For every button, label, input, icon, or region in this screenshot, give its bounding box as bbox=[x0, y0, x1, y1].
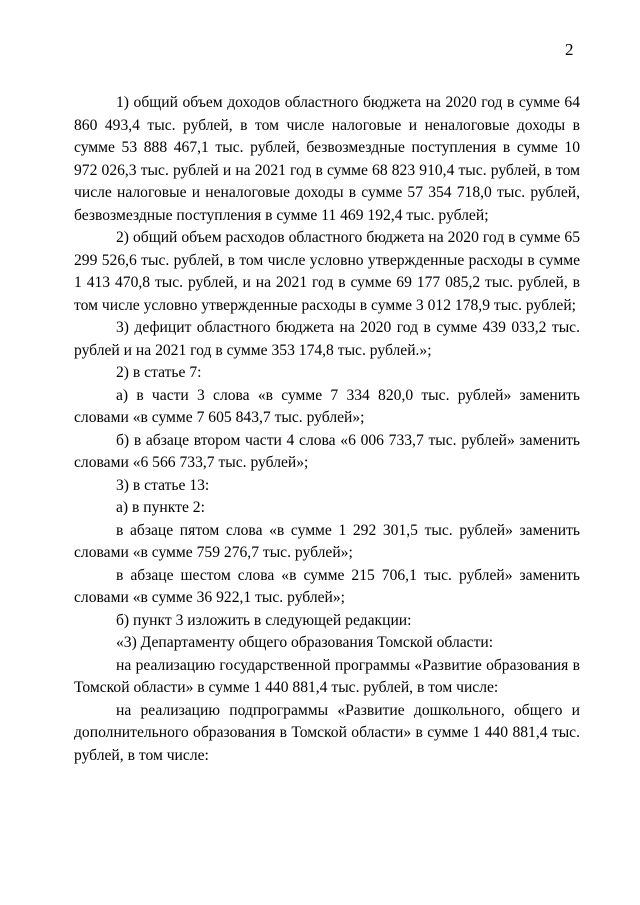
document-body bbox=[74, 92, 580, 767]
paragraph: на реализацию подпрограммы «Развитие дошкольного, общего и дополнительного образования в Томской области» в сумме 1 440 881,4 тыс. рублей, в том числе: bbox=[74, 701, 580, 764]
paragraph: 3) в статье 13: bbox=[116, 476, 210, 494]
paragraph: в абзаце шестом слова «в сумме 215 706,1 тыс. рублей» заменить словами «в сумме 36 922,1 тыс. рублей»; bbox=[74, 566, 580, 606]
paragraph: б) пункт 3 изложить в следующей редакции: bbox=[116, 611, 412, 629]
paragraph: а) в пункте 2: bbox=[116, 499, 205, 516]
paragraph: а) в части 3 слова «в сумме 7 334 820,0 тыс. рублей» заменить словами «в сумме 7 605 843,7 тыс. рублей»; bbox=[74, 386, 580, 426]
paragraph: 2) общий объем расходов областного бюджета на 2020 год в сумме 65 299 526,6 тыс. рублей, в том числе условно утвержденные расходы в сумме 1 413 470,8 тыс. рублей, и на 2021 год в сумме 69 177 085,2 тыс. рублей, в том числе условно утвержденные расходы в сумме 3 012 178,9 тыс. рублей; bbox=[74, 229, 580, 314]
paragraph: 1) общий объем доходов областного бюджета на 2020 год в сумме 64 860 493,4 тыс. рублей, в том числе налоговые и неналоговые доходы в сумме 53 888 467,1 тыс. рублей, безвозмездные поступления в сумме 10 972 026,3 тыс. рублей и на 2021 год в сумме 68 823 910,4 тыс. рублей, в том числе налоговые и неналоговые доходы в сумме 57 354 718,0 тыс. рублей, безвозмездные поступления в сумме 11 469 192,4 тыс. рублей; bbox=[74, 94, 580, 224]
paragraph: на реализацию государственной программы «Развитие образования в Томской области» в сумме 1 440 881,4 тыс. рублей, в том числе: bbox=[74, 656, 580, 696]
paragraph: в абзаце пятом слова «в сумме 1 292 301,5 тыс. рублей» заменить словами «в сумме 759 276,7 тыс. рублей»; bbox=[74, 521, 580, 561]
paragraph: 3) дефицит областного бюджета на 2020 год в сумме 439 033,2 тыс. рублей и на 2021 год в сумме 353 174,8 тыс. рублей.»; bbox=[74, 319, 580, 359]
paragraph: 2) в статье 7: bbox=[116, 364, 202, 381]
paragraph: «3) Департаменту общего образования Томской области: bbox=[116, 634, 494, 651]
page-number: 2 bbox=[565, 40, 574, 59]
paragraph: б) в абзаце втором части 4 слова «6 006 733,7 тыс. рублей» заменить словами «6 566 733,7 тыс. рублей»; bbox=[74, 431, 580, 471]
